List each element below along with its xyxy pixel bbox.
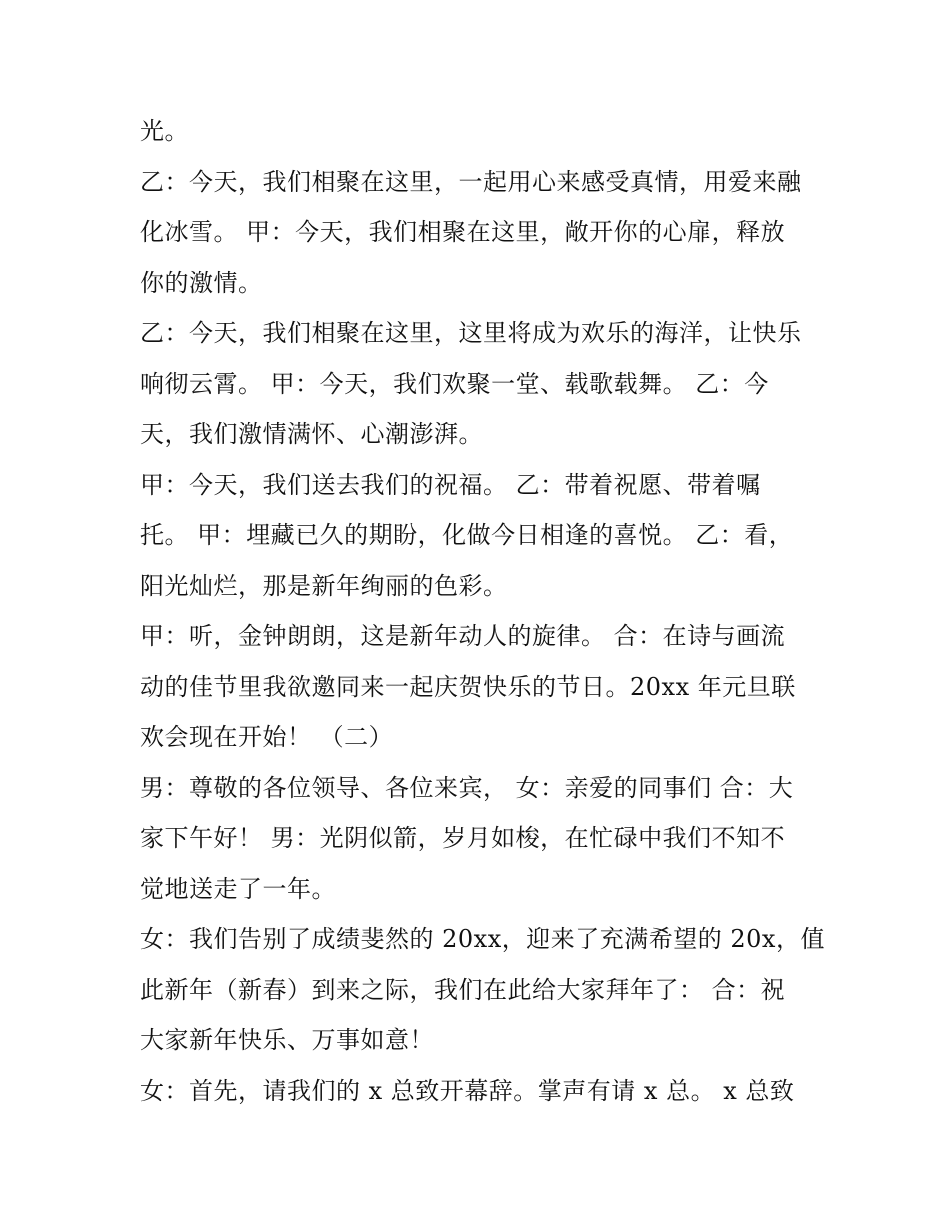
- text-line: 化冰雪。 甲：今天，我们相聚在这里，敞开你的心扉，释放: [140, 218, 786, 246]
- text-line: 此新年（新春）到来之际，我们在此给大家拜年了： 合：祝: [140, 975, 786, 1004]
- text-line: 女：首先，请我们的 x 总致开幕辞。掌声有请 x 总。 x 总致: [140, 1076, 795, 1105]
- text-line: 大家新年快乐、万事如意！: [140, 1026, 434, 1054]
- text-line: 你的激情。: [140, 268, 263, 297]
- text-line: 托。 甲：埋藏已久的期盼，化做今日相逢的喜悦。 乙：看，: [140, 521, 794, 549]
- text-line: 阳光灿烂，那是新年绚丽的色彩。: [140, 571, 508, 600]
- text-line: 欢会现在开始！ （二）: [140, 723, 394, 751]
- text-line: 动的佳节里我欲邀同来一起庆贺快乐的节日。20xx 年元旦联: [140, 672, 796, 701]
- text-line: 甲：今天，我们送去我们的祝福。 乙：带着祝愿、带着嘱: [140, 470, 761, 499]
- text-line: 天，我们激情满怀、心潮澎湃。: [140, 420, 483, 448]
- text-line: 光。: [140, 117, 189, 145]
- text-line: 家下午好！ 男：光阴似箭，岁月如梭，在忙碌中我们不知不: [140, 824, 786, 852]
- text-line: 女：我们告别了成绩斐然的 20xx，迎来了充满希望的 20x，值: [140, 925, 825, 953]
- text-line: 觉地送走了一年。: [140, 874, 336, 903]
- text-line: 男：尊敬的各位领导、各位来宾， 女：亲爱的同事们 合：大: [140, 773, 794, 802]
- text-line: 乙：今天，我们相聚在这里，这里将成为欢乐的海洋，让快乐: [140, 319, 802, 347]
- document-body: [140, 106, 825, 1116]
- text-line: 甲：听，金钟朗朗，这是新年动人的旋律。 合：在诗与画流: [140, 622, 786, 650]
- text-line: 响彻云霄。 甲：今天，我们欢聚一堂、载歌载舞。 乙：今: [140, 369, 769, 398]
- text-line: 乙：今天，我们相聚在这里，一起用心来感受真情，用爱来融: [140, 167, 802, 196]
